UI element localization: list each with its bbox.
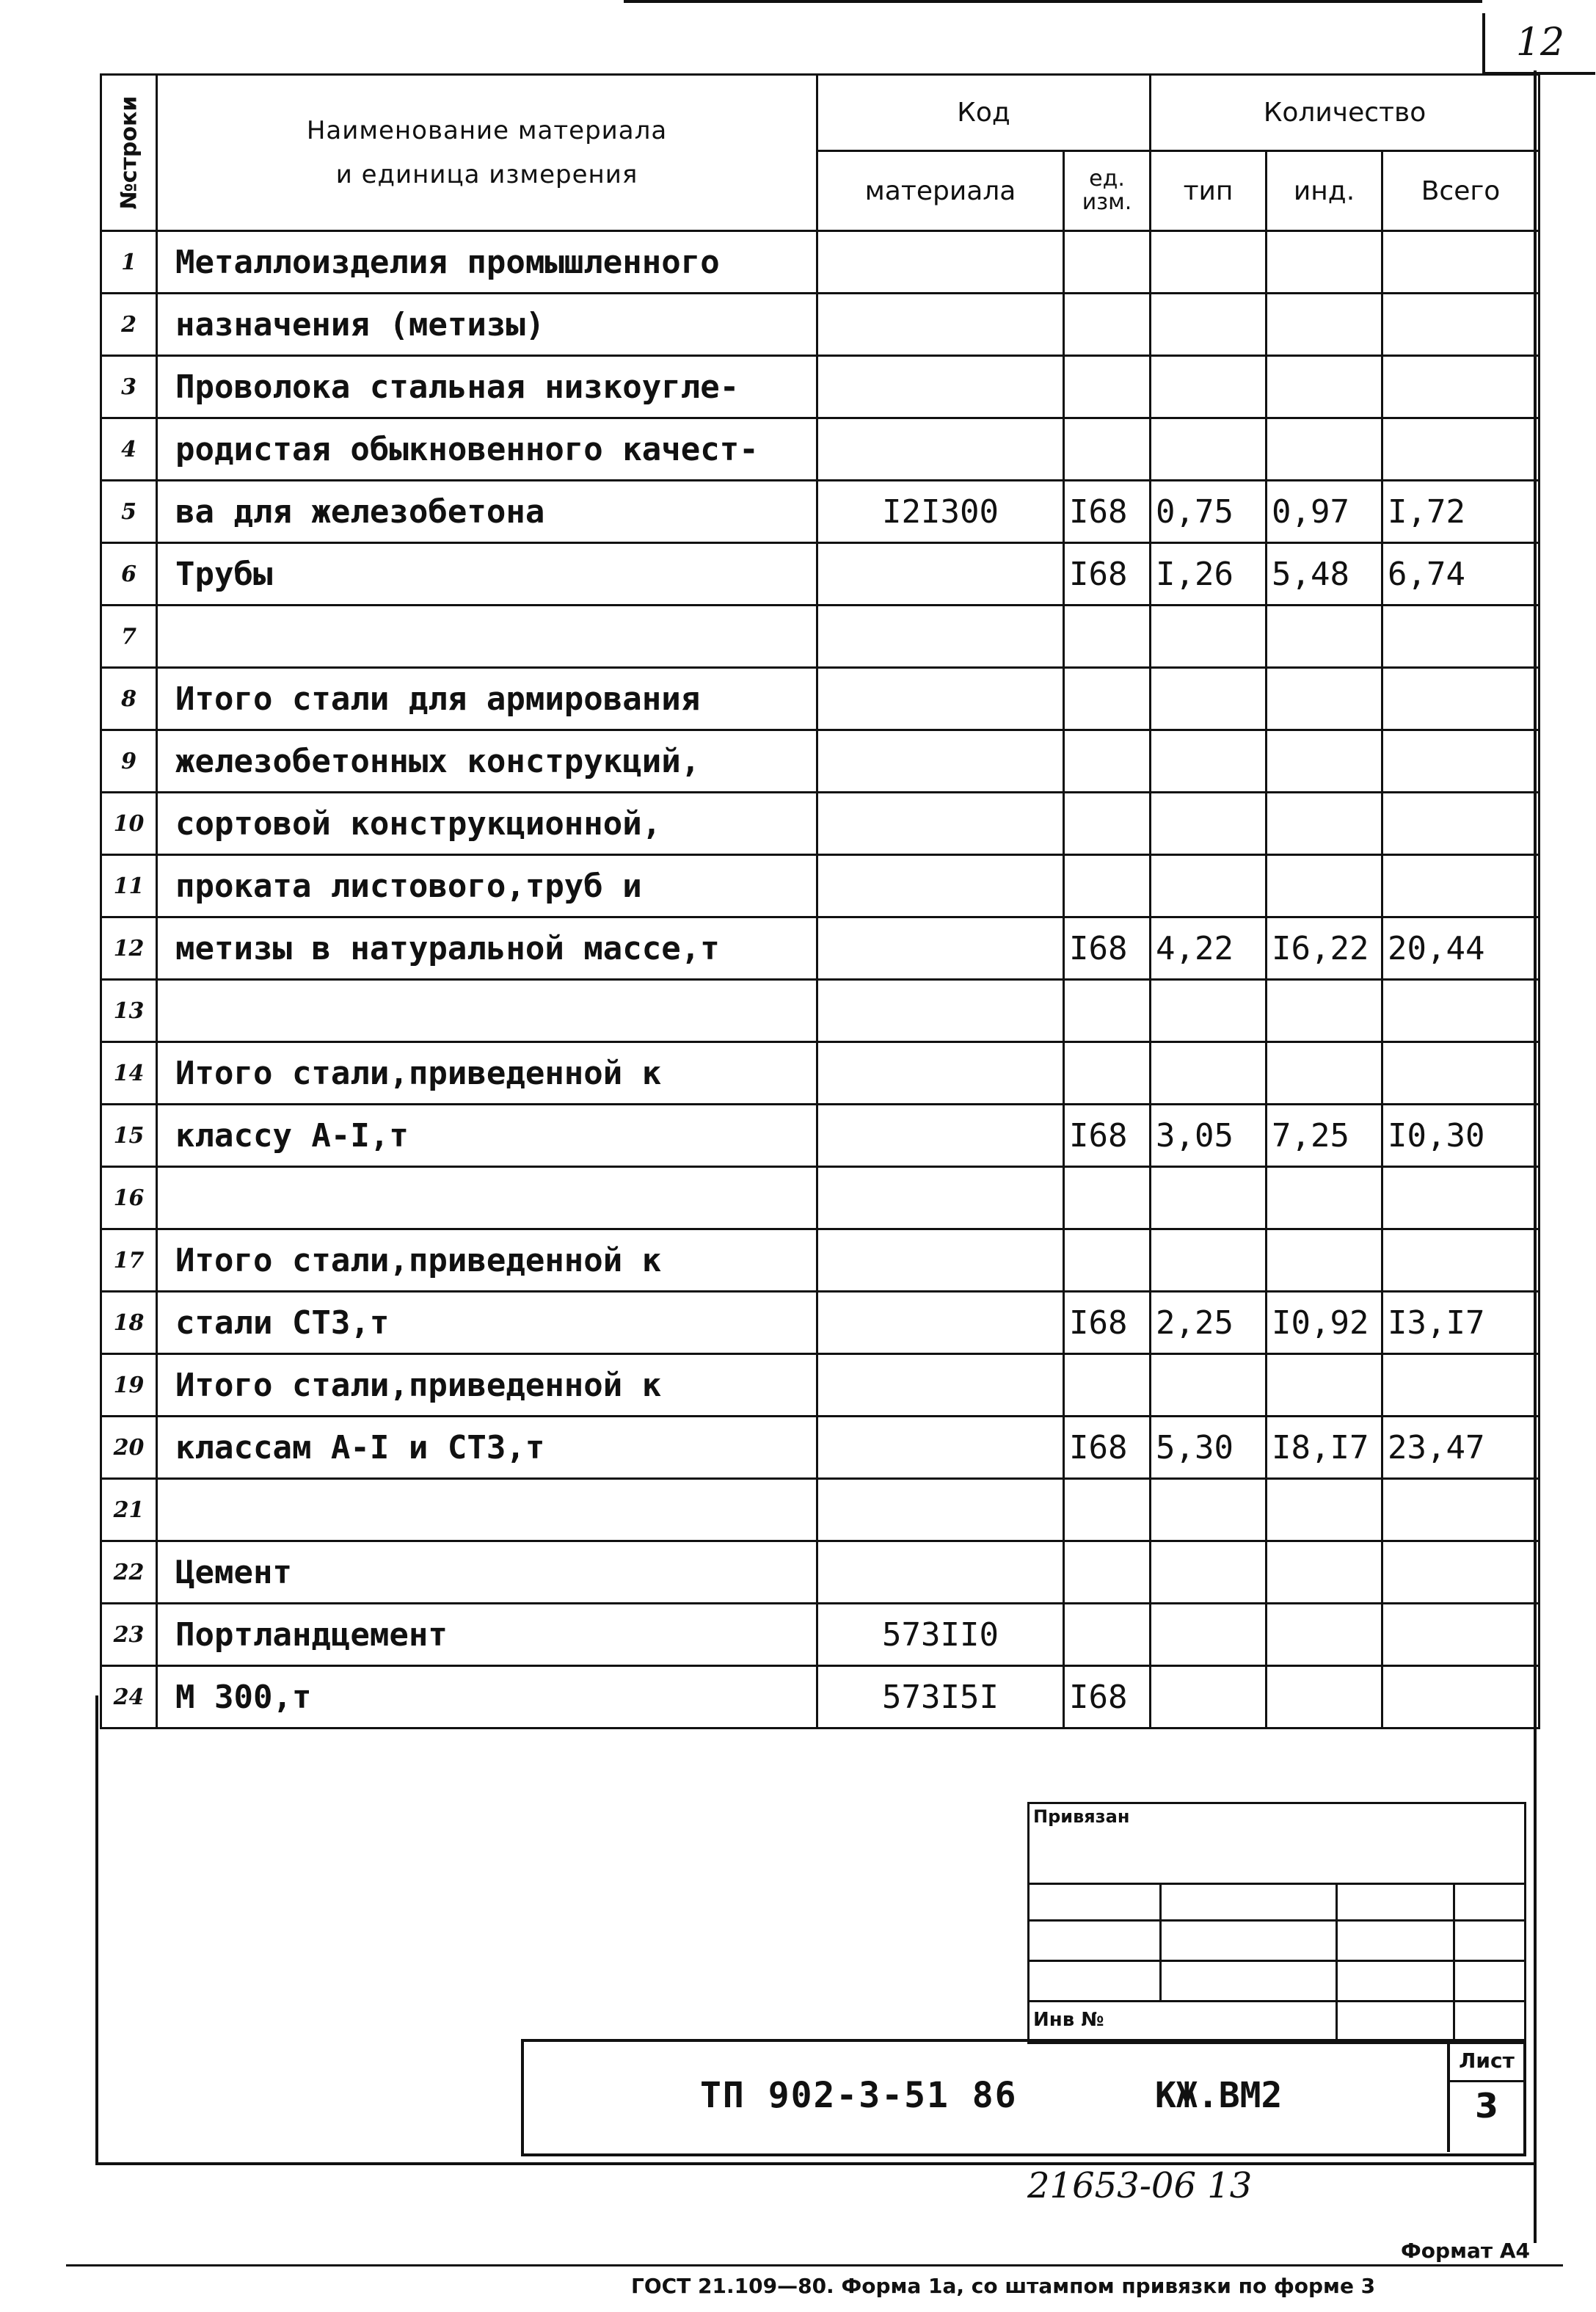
typ-quantity-cell	[1151, 294, 1267, 356]
material-name-cell: железобетонных конструкций,	[157, 730, 817, 793]
material-code-cell	[817, 793, 1064, 855]
document-mark: КЖ.ВМ2	[1155, 2075, 1283, 2116]
header-unit: ед. изм.	[1064, 151, 1151, 231]
header-typ: тип	[1151, 151, 1267, 231]
header-row-1	[101, 75, 1539, 151]
ind-quantity-cell: 5,48	[1267, 543, 1382, 606]
header-ind: инд.	[1267, 151, 1382, 231]
table-row	[101, 1604, 1539, 1666]
gost-reference: ГОСТ 21.109—80. Форма 1а, со штампом привязки по форме 3	[631, 2274, 1376, 2298]
total-quantity-cell: 23,47	[1382, 1417, 1539, 1479]
stamp-linked-label: Привязан	[1033, 1806, 1130, 1827]
material-name-cell: Итого стали для армирования	[157, 668, 817, 730]
unit-cell	[1064, 1042, 1151, 1105]
table-row	[101, 356, 1539, 418]
unit-cell	[1064, 668, 1151, 730]
material-name-cell	[157, 1167, 817, 1229]
material-name-cell: Трубы	[157, 543, 817, 606]
total-quantity-cell	[1382, 1479, 1539, 1541]
total-quantity-cell: 6,74	[1382, 543, 1539, 606]
header-total: Всего	[1382, 151, 1539, 231]
ind-quantity-cell: I6,22	[1267, 917, 1382, 980]
material-name-cell: Итого стали,приведенной к	[157, 1042, 817, 1105]
total-quantity-cell	[1382, 231, 1539, 294]
row-number-cell: 22	[101, 1541, 157, 1604]
total-quantity-cell	[1382, 1666, 1539, 1728]
sheet-label: Лист	[1450, 2042, 1523, 2082]
row-number-cell: 9	[101, 730, 157, 793]
material-name-cell: Итого стали,приведенной к	[157, 1354, 817, 1417]
ind-quantity-cell	[1267, 793, 1382, 855]
ind-quantity-cell	[1267, 1666, 1382, 1728]
unit-cell	[1064, 356, 1151, 418]
row-number-cell: 4	[101, 418, 157, 481]
unit-cell	[1064, 418, 1151, 481]
total-quantity-cell	[1382, 418, 1539, 481]
material-name-cell: М 300,т	[157, 1666, 817, 1728]
ind-quantity-cell	[1267, 730, 1382, 793]
unit-cell: I68	[1064, 1292, 1151, 1354]
row-number-cell: 3	[101, 356, 157, 418]
ind-quantity-cell	[1267, 418, 1382, 481]
material-code-cell	[817, 917, 1064, 980]
row-number-cell: 17	[101, 1229, 157, 1292]
sheet-box	[1447, 2042, 1523, 2152]
total-quantity-cell	[1382, 1167, 1539, 1229]
material-name-cell: метизы в натуральной массе,т	[157, 917, 817, 980]
ind-quantity-cell	[1267, 231, 1382, 294]
unit-cell	[1064, 855, 1151, 917]
typ-quantity-cell	[1151, 1666, 1267, 1728]
unit-cell	[1064, 1229, 1151, 1292]
frame-top-line	[624, 0, 1482, 3]
stamp-line	[1027, 1960, 1526, 1962]
table-row	[101, 543, 1539, 606]
typ-quantity-cell	[1151, 1604, 1267, 1666]
ind-quantity-cell	[1267, 1479, 1382, 1541]
unit-cell	[1064, 1479, 1151, 1541]
material-name-cell: родистая обыкновенного качест-	[157, 418, 817, 481]
table-row	[101, 1042, 1539, 1105]
material-code-cell	[817, 356, 1064, 418]
ind-quantity-cell	[1267, 1604, 1382, 1666]
total-quantity-cell	[1382, 1604, 1539, 1666]
typ-quantity-cell	[1151, 606, 1267, 668]
material-name-cell: классам А-I и СТЗ,т	[157, 1417, 817, 1479]
row-number-cell: 24	[101, 1666, 157, 1728]
typ-quantity-cell: 0,75	[1151, 481, 1267, 543]
typ-quantity-cell	[1151, 668, 1267, 730]
table-row	[101, 418, 1539, 481]
row-number-cell: 6	[101, 543, 157, 606]
typ-quantity-cell	[1151, 1479, 1267, 1541]
unit-cell	[1064, 1604, 1151, 1666]
ind-quantity-cell	[1267, 606, 1382, 668]
row-number-cell: 18	[101, 1292, 157, 1354]
ind-quantity-cell	[1267, 1229, 1382, 1292]
unit-cell	[1064, 1354, 1151, 1417]
table-row	[101, 481, 1539, 543]
material-code-cell	[817, 1354, 1064, 1417]
typ-quantity-cell	[1151, 1167, 1267, 1229]
ind-quantity-cell	[1267, 980, 1382, 1042]
material-code-cell: 573I5I	[817, 1666, 1064, 1728]
material-code-cell	[817, 606, 1064, 668]
material-code-cell	[817, 418, 1064, 481]
row-number-cell: 20	[101, 1417, 157, 1479]
material-code-cell	[817, 543, 1064, 606]
table-row	[101, 294, 1539, 356]
unit-cell	[1064, 231, 1151, 294]
total-quantity-cell	[1382, 793, 1539, 855]
row-number-cell: 23	[101, 1604, 157, 1666]
ind-quantity-cell	[1267, 356, 1382, 418]
unit-cell: I68	[1064, 1417, 1151, 1479]
row-number-cell: 1	[101, 231, 157, 294]
stamp-line	[1159, 1883, 1162, 2000]
table-row	[101, 1105, 1539, 1167]
material-name-cell: назначения (метизы)	[157, 294, 817, 356]
stamp-line	[1027, 1883, 1526, 1885]
typ-quantity-cell	[1151, 231, 1267, 294]
total-quantity-cell	[1382, 1354, 1539, 1417]
material-code-cell	[817, 1417, 1064, 1479]
material-name-cell: Проволока стальная низкоугле-	[157, 356, 817, 418]
unit-cell: I68	[1064, 543, 1151, 606]
unit-cell	[1064, 606, 1151, 668]
typ-quantity-cell: 5,30	[1151, 1417, 1267, 1479]
ind-quantity-cell: I8,I7	[1267, 1417, 1382, 1479]
unit-cell	[1064, 980, 1151, 1042]
table-row	[101, 1229, 1539, 1292]
ind-quantity-cell	[1267, 1354, 1382, 1417]
material-name-cell	[157, 606, 817, 668]
typ-quantity-cell: 3,05	[1151, 1105, 1267, 1167]
table-row	[101, 1354, 1539, 1417]
row-number-cell: 15	[101, 1105, 157, 1167]
table-row	[101, 793, 1539, 855]
header-quantity: Количество	[1151, 75, 1539, 151]
total-quantity-cell	[1382, 668, 1539, 730]
table-row	[101, 606, 1539, 668]
ind-quantity-cell	[1267, 1042, 1382, 1105]
stamp-line	[1027, 1919, 1526, 1922]
material-code-cell	[817, 1541, 1064, 1604]
ind-quantity-cell	[1267, 855, 1382, 917]
ind-quantity-cell	[1267, 294, 1382, 356]
linkage-stamp	[1027, 1802, 1526, 2044]
material-name-cell: ва для железобетона	[157, 481, 817, 543]
material-code-cell	[817, 730, 1064, 793]
material-name-cell: сортовой конструкционной,	[157, 793, 817, 855]
total-quantity-cell: I3,I7	[1382, 1292, 1539, 1354]
typ-quantity-cell	[1151, 1229, 1267, 1292]
typ-quantity-cell	[1151, 356, 1267, 418]
material-code-cell	[817, 1167, 1064, 1229]
typ-quantity-cell: 4,22	[1151, 917, 1267, 980]
table-row	[101, 668, 1539, 730]
unit-cell: I68	[1064, 481, 1151, 543]
ind-quantity-cell	[1267, 1541, 1382, 1604]
total-quantity-cell	[1382, 356, 1539, 418]
ind-quantity-cell	[1267, 1167, 1382, 1229]
material-code-cell: 573II0	[817, 1604, 1064, 1666]
ind-quantity-cell: 0,97	[1267, 481, 1382, 543]
total-quantity-cell	[1382, 980, 1539, 1042]
stamp-line	[1453, 1883, 1455, 2044]
typ-quantity-cell	[1151, 793, 1267, 855]
material-name-cell	[157, 980, 817, 1042]
table-row	[101, 1666, 1539, 1728]
typ-quantity-cell	[1151, 1541, 1267, 1604]
total-quantity-cell: I,72	[1382, 481, 1539, 543]
typ-quantity-cell	[1151, 1042, 1267, 1105]
material-code-cell	[817, 855, 1064, 917]
material-code-cell	[817, 980, 1064, 1042]
material-name-cell: Итого стали,приведенной к	[157, 1229, 817, 1292]
row-number-cell: 10	[101, 793, 157, 855]
total-quantity-cell: 20,44	[1382, 917, 1539, 980]
row-number-cell: 2	[101, 294, 157, 356]
table-row	[101, 1167, 1539, 1229]
material-name-cell: Цемент	[157, 1541, 817, 1604]
table-row	[101, 1417, 1539, 1479]
total-quantity-cell	[1382, 1541, 1539, 1604]
row-number-cell: 12	[101, 917, 157, 980]
row-number-cell: 21	[101, 1479, 157, 1541]
total-quantity-cell	[1382, 855, 1539, 917]
ind-quantity-cell	[1267, 668, 1382, 730]
ind-quantity-cell: I0,92	[1267, 1292, 1382, 1354]
table-row	[101, 730, 1539, 793]
material-code-cell	[817, 294, 1064, 356]
header-row-number: №строки	[101, 75, 157, 231]
material-code-cell	[817, 1042, 1064, 1105]
material-code-cell	[817, 668, 1064, 730]
title-block	[521, 2039, 1526, 2156]
row-number-cell: 19	[101, 1354, 157, 1417]
typ-quantity-cell: 2,25	[1151, 1292, 1267, 1354]
unit-cell	[1064, 294, 1151, 356]
material-name-cell: проката листового,труб и	[157, 855, 817, 917]
typ-quantity-cell	[1151, 855, 1267, 917]
unit-cell: I68	[1064, 1666, 1151, 1728]
material-name-cell: классу А-I,т	[157, 1105, 817, 1167]
page-number: 12	[1482, 13, 1595, 75]
material-name-cell: Портландцемент	[157, 1604, 817, 1666]
linkage-stamp-frame	[1027, 1802, 1526, 2044]
unit-cell: I68	[1064, 1105, 1151, 1167]
gost-separator-line	[66, 2264, 1563, 2266]
material-code-cell: I2I300	[817, 481, 1064, 543]
stamp-inventory-label: Инв №	[1033, 2009, 1104, 2031]
materials-table	[100, 73, 1540, 1729]
header-code: Код	[817, 75, 1151, 151]
material-code-cell	[817, 231, 1064, 294]
document-code: ТП 902-3-51 86	[700, 2075, 1018, 2116]
material-code-cell	[817, 1229, 1064, 1292]
stamp-line	[1027, 2000, 1526, 2002]
ind-quantity-cell: 7,25	[1267, 1105, 1382, 1167]
material-code-cell	[817, 1105, 1064, 1167]
table-row	[101, 980, 1539, 1042]
handwritten-note: 21653-06 13	[1027, 2165, 1253, 2206]
material-code-cell	[817, 1292, 1064, 1354]
typ-quantity-cell	[1151, 730, 1267, 793]
table-row	[101, 917, 1539, 980]
total-quantity-cell	[1382, 1229, 1539, 1292]
row-number-cell: 7	[101, 606, 157, 668]
unit-cell	[1064, 1167, 1151, 1229]
unit-cell	[1064, 730, 1151, 793]
material-name-cell	[157, 1479, 817, 1541]
format-label: Формат А4	[1401, 2239, 1530, 2263]
header-material-code: материала	[817, 151, 1064, 231]
stamp-line	[1336, 1883, 1338, 2044]
unit-cell	[1064, 1541, 1151, 1604]
total-quantity-cell: I0,30	[1382, 1105, 1539, 1167]
table-row	[101, 1479, 1539, 1541]
table-row	[101, 1292, 1539, 1354]
frame-left-line	[95, 1695, 98, 2165]
material-name-cell: стали СТЗ,т	[157, 1292, 817, 1354]
typ-quantity-cell	[1151, 418, 1267, 481]
frame-bottom-line	[95, 2162, 1534, 2165]
total-quantity-cell	[1382, 606, 1539, 668]
row-number-cell: 5	[101, 481, 157, 543]
unit-cell: I68	[1064, 917, 1151, 980]
table-row	[101, 1541, 1539, 1604]
table-row	[101, 231, 1539, 294]
material-code-cell	[817, 1479, 1064, 1541]
total-quantity-cell	[1382, 294, 1539, 356]
row-number-cell: 16	[101, 1167, 157, 1229]
header-material-name: Наименование материала и единица измерения	[157, 75, 817, 231]
typ-quantity-cell	[1151, 1354, 1267, 1417]
row-number-cell: 11	[101, 855, 157, 917]
typ-quantity-cell: I,26	[1151, 543, 1267, 606]
typ-quantity-cell	[1151, 980, 1267, 1042]
row-number-cell: 8	[101, 668, 157, 730]
total-quantity-cell	[1382, 730, 1539, 793]
table-row	[101, 855, 1539, 917]
total-quantity-cell	[1382, 1042, 1539, 1105]
material-name-cell: Металлоизделия промышленного	[157, 231, 817, 294]
row-number-cell: 13	[101, 980, 157, 1042]
sheet-number: 3	[1474, 2086, 1498, 2126]
row-number-cell: 14	[101, 1042, 157, 1105]
unit-cell	[1064, 793, 1151, 855]
